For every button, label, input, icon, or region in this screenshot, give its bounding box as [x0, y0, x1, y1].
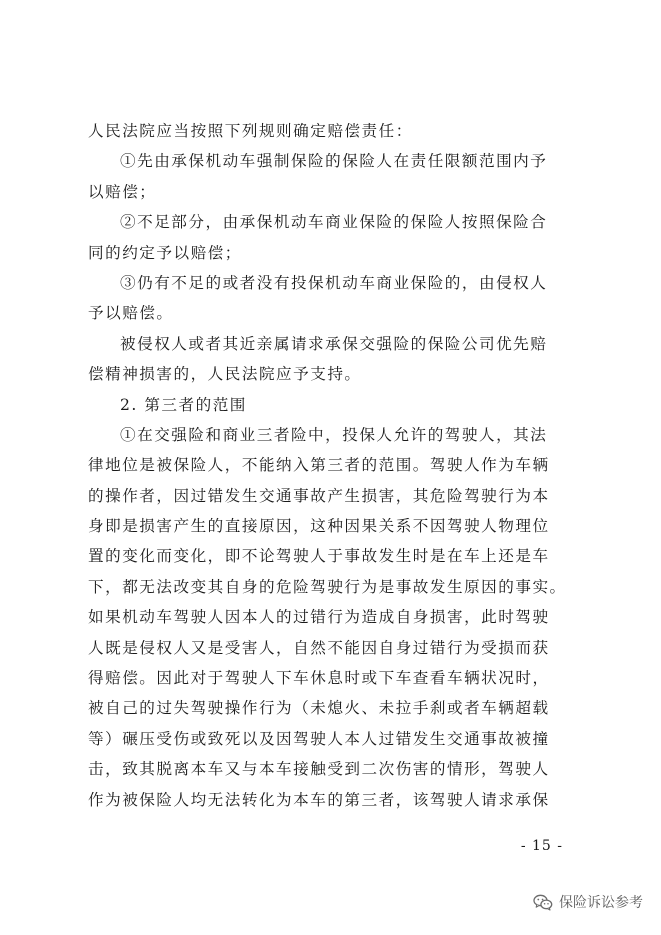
text-line: 作为被保险人均无法转化为本车的第三者，该驾驶人请求承保 [88, 790, 550, 809]
text-line: ③仍有不足的或者没有投保机动车商业保险的，由侵权人 [120, 273, 548, 292]
text-line: 以赔偿； [88, 182, 157, 201]
text-line: 置的变化而变化，即不论驾驶人于事故发生时是在车上还是车 [88, 547, 550, 566]
text-line: 等）碾压受伤或致死以及因驾驶人本人过错发生交通事故被撞 [88, 729, 550, 748]
watermark [533, 892, 643, 912]
text-line: 2. 第三者的范围 [120, 395, 247, 414]
text-line: ①在交强险和商业三者险中，投保人允许的驾驶人，其法 [120, 425, 548, 444]
text-line: 予以赔偿。 [88, 304, 174, 323]
text-line: 的操作者，因过错发生交通事故产生损害，其危险驾驶行为本 [88, 486, 550, 505]
page-number-text: - 15 - [520, 838, 563, 854]
watermark-label: 保险诉讼参考 [559, 895, 643, 911]
text-line: 被自己的过失驾驶操作行为（未熄火、未拉手刹或者车辆超载 [88, 699, 550, 718]
wechat-icon [533, 894, 553, 911]
text-line: 人民法院应当按照下列规则确定赔偿责任： [88, 122, 413, 140]
text-line: 得赔偿。因此对于驾驶人下车休息时或下车查看车辆状况时， [88, 669, 550, 688]
page-number [0, 838, 661, 854]
text-line: 下，都无法改变其自身的危险驾驶行为是事故发生原因的事实。 [88, 577, 567, 596]
text-line: 人既是侵权人又是受害人，自然不能因自身过错行为受损而获 [88, 638, 550, 657]
text-line: 如果机动车驾驶人因本人的过错行为造成自身损害，此时驾驶 [88, 608, 550, 627]
text-line: ①先由承保机动车强制保险的保险人在责任限额范围内予 [120, 152, 548, 171]
text-line: 偿精神损害的，人民法院应予支持。 [88, 365, 362, 384]
text-line: 同的约定予以赔偿； [88, 243, 242, 262]
text-line: ②不足部分，由承保机动车商业保险的保险人按照保险合 [120, 213, 548, 232]
text-line: 身即是损害产生的直接原因，这种因果关系不因驾驶人物理位 [88, 517, 550, 536]
text-line: 被侵权人或者其近亲属请求承保交强险的保险公司优先赔 [120, 334, 548, 353]
text-line: 律地位是被保险人，不能纳入第三者的范围。驾驶人作为车辆 [88, 456, 550, 475]
text-line: 击，致其脱离本车又与本车接触受到二次伤害的情形，驾驶人 [88, 760, 550, 779]
document-body [88, 116, 574, 815]
